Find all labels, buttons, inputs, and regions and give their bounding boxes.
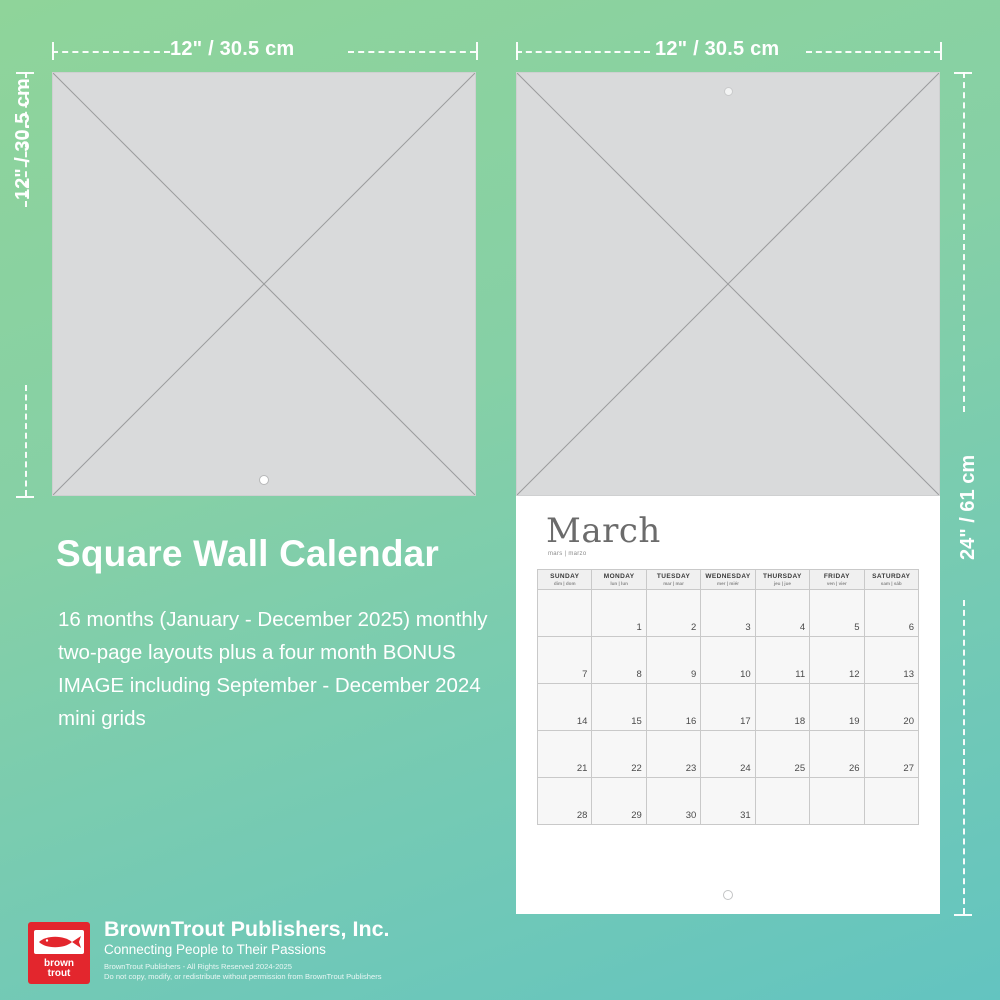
footer-text-block xyxy=(104,917,390,984)
calendar-week-row xyxy=(538,731,919,778)
calendar-weekday-monday: MONDAY lun | lun xyxy=(592,570,646,590)
trout-fish-icon xyxy=(36,933,82,951)
calendar-day-cell[interactable]: 31 xyxy=(701,778,755,825)
calendar-day-cell[interactable] xyxy=(810,778,864,825)
dim-cap-top-right-end xyxy=(940,42,942,60)
legal-line-2: Do not copy, modify, or redistribute without permission from BrownTrout Publishers xyxy=(104,972,382,981)
calendar-weekday-tuesday: TUESDAY mar | mar xyxy=(646,570,700,590)
calendar-day-cell[interactable]: 19 xyxy=(810,684,864,731)
calendar-week-row xyxy=(538,637,919,684)
calendar-day-cell[interactable]: 3 xyxy=(701,590,755,637)
calendar-day-cell[interactable]: 16 xyxy=(646,684,700,731)
calendar-day-cell[interactable]: 29 xyxy=(592,778,646,825)
logo-line-1: brown xyxy=(44,958,74,969)
dim-cap-top-left-end xyxy=(476,42,478,60)
calendar-week-row xyxy=(538,590,919,637)
dim-cap-right-bottom xyxy=(954,914,972,916)
calendar-weekday-friday: FRIDAY ven | vier xyxy=(810,570,864,590)
calendar-day-cell[interactable]: 18 xyxy=(755,684,809,731)
placeholder-cross-icon xyxy=(517,73,939,495)
calendar-day-cell[interactable]: 6 xyxy=(864,590,918,637)
calendar-weekday-sunday: SUNDAY dim | dom xyxy=(538,570,592,590)
dimension-right-vertical: 24" / 61 cm xyxy=(957,454,979,560)
calendar-day-cell[interactable]: 5 xyxy=(810,590,864,637)
hanging-hole-left-panel xyxy=(259,475,269,485)
publisher-tagline: Connecting People to Their Passions xyxy=(104,942,326,957)
calendar-day-cell[interactable]: 25 xyxy=(755,731,809,778)
calendar-month-title: March xyxy=(546,511,661,551)
calendar-day-cell[interactable]: 2 xyxy=(646,590,700,637)
calendar-day-cell[interactable]: 27 xyxy=(864,731,918,778)
calendar-header-row xyxy=(538,570,919,590)
calendar-day-cell[interactable]: 24 xyxy=(701,731,755,778)
calendar-week-row xyxy=(538,778,919,825)
dim-line-left-vertical-bottom xyxy=(25,385,27,496)
calendar-day-cell[interactable]: 9 xyxy=(646,637,700,684)
hanging-hole-top-image xyxy=(724,87,733,96)
fish-icon xyxy=(34,930,84,954)
calendar-open-top-image-placeholder xyxy=(516,72,940,496)
browntrout-logo-wordmark xyxy=(28,959,90,979)
calendar-day-cell[interactable]: 20 xyxy=(864,684,918,731)
calendar-day-cell[interactable]: 1 xyxy=(592,590,646,637)
calendar-day-cell[interactable]: 13 xyxy=(864,637,918,684)
dim-cap-left-top xyxy=(16,72,34,74)
dim-line-right-vertical-top xyxy=(963,72,965,412)
page-title: Square Wall Calendar xyxy=(56,533,440,574)
dimension-top-right: 12" / 30.5 cm xyxy=(655,38,780,60)
calendar-weekday-saturday: SATURDAY sam | sáb xyxy=(864,570,918,590)
dim-line-top-right xyxy=(516,51,650,53)
footer xyxy=(28,917,390,984)
calendar-weekday-thursday: THURSDAY jeu | jue xyxy=(755,570,809,590)
browntrout-logo xyxy=(28,922,90,984)
calendar-day-cell[interactable] xyxy=(538,590,592,637)
calendar-day-cell[interactable]: 12 xyxy=(810,637,864,684)
dim-cap-top-left-start xyxy=(52,42,54,60)
placeholder-cross-icon xyxy=(53,73,475,495)
calendar-day-cell[interactable]: 30 xyxy=(646,778,700,825)
calendar-day-cell[interactable]: 4 xyxy=(755,590,809,637)
publisher-name: BrownTrout Publishers, Inc. xyxy=(104,917,390,941)
dim-cap-left-bottom xyxy=(16,496,34,498)
calendar-table xyxy=(537,569,919,825)
calendar-day-cell[interactable] xyxy=(864,778,918,825)
hanging-hole-grid-page xyxy=(723,890,733,900)
calendar-day-cell[interactable]: 10 xyxy=(701,637,755,684)
dim-line-top-left xyxy=(52,51,170,53)
calendar-day-cell[interactable]: 8 xyxy=(592,637,646,684)
logo-line-2: trout xyxy=(47,968,71,979)
dim-line-top-left-2 xyxy=(348,51,476,53)
calendar-day-cell[interactable]: 26 xyxy=(810,731,864,778)
calendar-week-row xyxy=(538,684,919,731)
calendar-day-cell[interactable] xyxy=(755,778,809,825)
calendar-day-cell[interactable]: 7 xyxy=(538,637,592,684)
dim-line-top-right-2 xyxy=(806,51,940,53)
calendar-day-cell[interactable]: 21 xyxy=(538,731,592,778)
calendar-grid-page xyxy=(516,496,940,914)
product-description: 16 months (January - December 2025) monthly two-page layouts plus a four month BONUS IMAGE including September - December 2024 mini grids xyxy=(58,608,488,730)
calendar-month-subtitle: mars | marzo xyxy=(548,551,587,557)
calendar-day-cell[interactable]: 28 xyxy=(538,778,592,825)
dim-line-right-vertical-bottom xyxy=(963,600,965,914)
calendar-day-cell[interactable]: 22 xyxy=(592,731,646,778)
legal-line-1: BrownTrout Publishers - All Rights Reserved 2024-2025 xyxy=(104,962,292,971)
dimension-left-vertical: 12" / 30.5 cm xyxy=(12,78,34,200)
calendar-day-cell[interactable]: 23 xyxy=(646,731,700,778)
calendar-front-image-placeholder xyxy=(52,72,476,496)
dimension-top-left: 12" / 30.5 cm xyxy=(170,38,295,60)
calendar-day-cell[interactable]: 15 xyxy=(592,684,646,731)
dim-cap-top-right-start xyxy=(516,42,518,60)
dim-cap-right-top xyxy=(954,72,972,74)
calendar-day-cell[interactable]: 17 xyxy=(701,684,755,731)
calendar-day-cell[interactable]: 11 xyxy=(755,637,809,684)
calendar-weekday-wednesday: WEDNESDAY mer | miér xyxy=(701,570,755,590)
calendar-day-cell[interactable]: 14 xyxy=(538,684,592,731)
